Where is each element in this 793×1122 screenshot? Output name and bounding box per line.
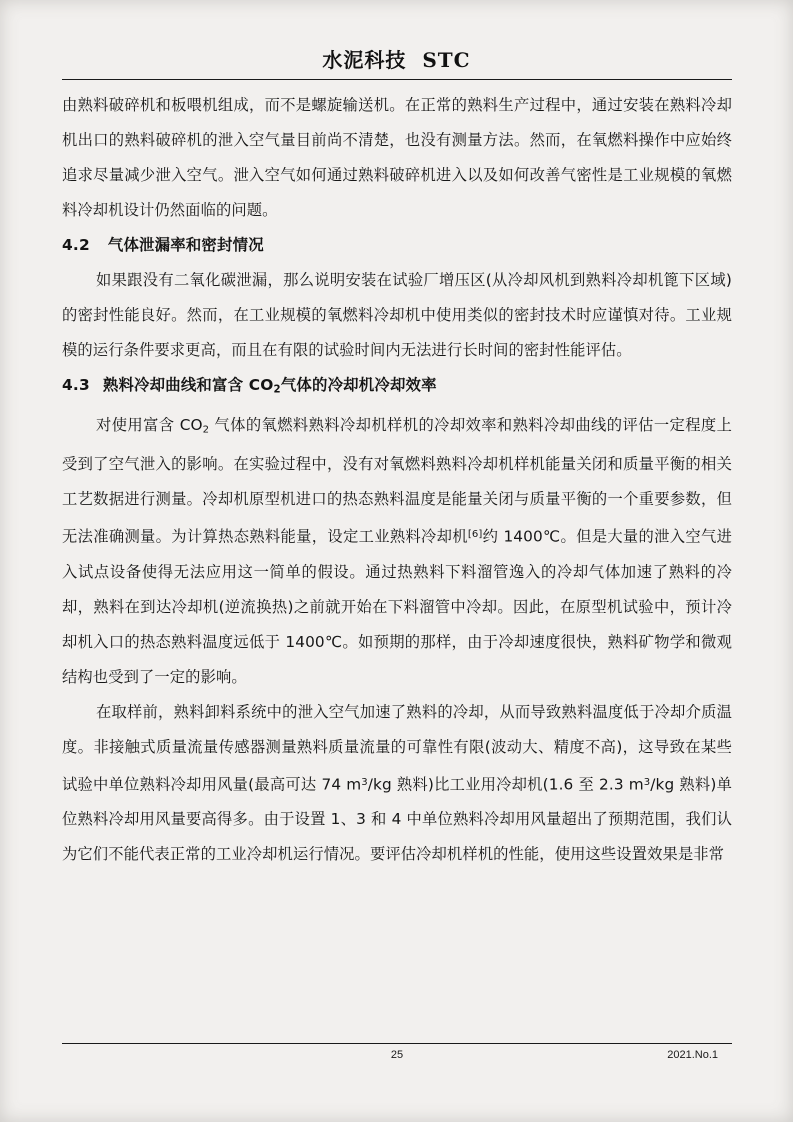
- footer-divider: [62, 1043, 732, 1044]
- paragraph-4-part-b: /kg 熟料)比工业用冷却机(1.6 至 2.3 m: [367, 775, 644, 794]
- co2-subscript: 2: [202, 424, 210, 436]
- paragraph-4-part-a: 在取样前，熟料卸料系统中的泄入空气加速了熟料的冷却，从而导致熟料温度低于冷却介质温度。非接触式质量流量传感器测量熟料质量流量的可靠性有限(波动大、精度不高)，这导致在某些试验中单位熟料冷却用风量(最高可达 74 m: [62, 702, 732, 794]
- paragraph-3-part-a: 对使用富含 CO: [96, 415, 203, 434]
- citation-reference-6: [6]: [467, 529, 483, 541]
- page-footer: [62, 1049, 732, 1069]
- section-title-4-3-part-a: 熟料冷却曲线和富含 CO: [102, 376, 274, 394]
- paragraph-1: 由熟料破碎机和板喂机组成，而不是螺旋输送机。在正常的熟料生产过程中，通过安装在熟料冷却机出口的熟料破碎机的泄入空气量目前尚不清楚，也没有测量方法。然而，在氧燃料操作中应始终追求尽量减少泄入空气。泄入空气如何通过熟料破碎机进入以及如何改善气密性是工业规模的氧燃料冷却机设计仍然面临的问题。: [62, 96, 732, 219]
- page-number: 25: [390, 1049, 404, 1061]
- section-number-4-2: 4.2: [62, 236, 90, 254]
- paragraph-3-part-b: 气体的氧燃料熟料冷却机样机的冷却效率和熟料冷却曲线的评估一定程度上受到了空气泄入的影响。在实验过程中，没有对氧燃料熟料冷却机样机能量关闭和质量平衡的相关工艺数据进行测量。冷却机原型机进口的热态熟料温度是能量关闭与质量平衡的一个重要参数，但无法准确测量。为计算热态熟料能量，设定工业熟料冷却机: [62, 415, 733, 546]
- header-divider: [62, 79, 732, 80]
- running-head: [0, 44, 793, 73]
- unit-exponent-2: 3: [643, 776, 651, 788]
- section-heading-4-3: [62, 368, 732, 408]
- section-title-4-3-subscript: 2: [273, 384, 281, 396]
- paragraph-4: [62, 695, 732, 873]
- journal-title-en: STC: [422, 48, 471, 72]
- section-title-4-2: 气体泄漏率和密封情况: [107, 236, 264, 254]
- unit-exponent-1: 3: [361, 776, 368, 788]
- journal-title-cn: 水泥科技: [322, 48, 407, 72]
- paragraph-3: [62, 408, 732, 695]
- paragraph-2: 如果跟没有二氧化碳泄漏，那么说明安装在试验厂增压区(从冷却风机到熟料冷却机篦下区域)的密封性能良好。然而，在工业规模的氧燃料冷却机中使用类似的密封技术时应谨慎对待。工业规模的运行条件要求更高，而且在有限的试验时间内无法进行长时间的密封性能评估。: [62, 271, 732, 359]
- article-body: [62, 88, 732, 872]
- paragraph-3-part-c: 约 1400℃。但是大量的泄入空气进入试点设备使得无法应用这一简单的假设。通过热熟料下料溜管逸入的冷却气体加速了熟料的冷却，熟料在到达冷却机(逆流换热)之前就开始在下料溜管中冷却。因此，在原型机试验中，预计冷却机入口的热态熟料温度远低于 1400℃。如预期的那样，由于冷却速度很快，熟料矿物学和微观结构也受到了一定的影响。: [62, 527, 732, 686]
- issue-label: 2021.No.1: [667, 1049, 718, 1061]
- paragraph-4-part-c: /kg 熟料)单位熟料冷却用风量要高得多。由于设置 1、3 和 4 中单位熟料冷却用风量超出了预期范围，我们认为它们不能代表正常的工业冷却机运行情况。要评估冷却机样机的性能，使用这些设置效果是非常: [62, 775, 732, 864]
- section-number-4-3: 4.3: [62, 376, 90, 394]
- journal-title: [322, 44, 470, 73]
- section-title-4-3-part-b: 气体的冷却机冷却效率: [280, 376, 437, 394]
- section-heading-4-2: [62, 228, 732, 263]
